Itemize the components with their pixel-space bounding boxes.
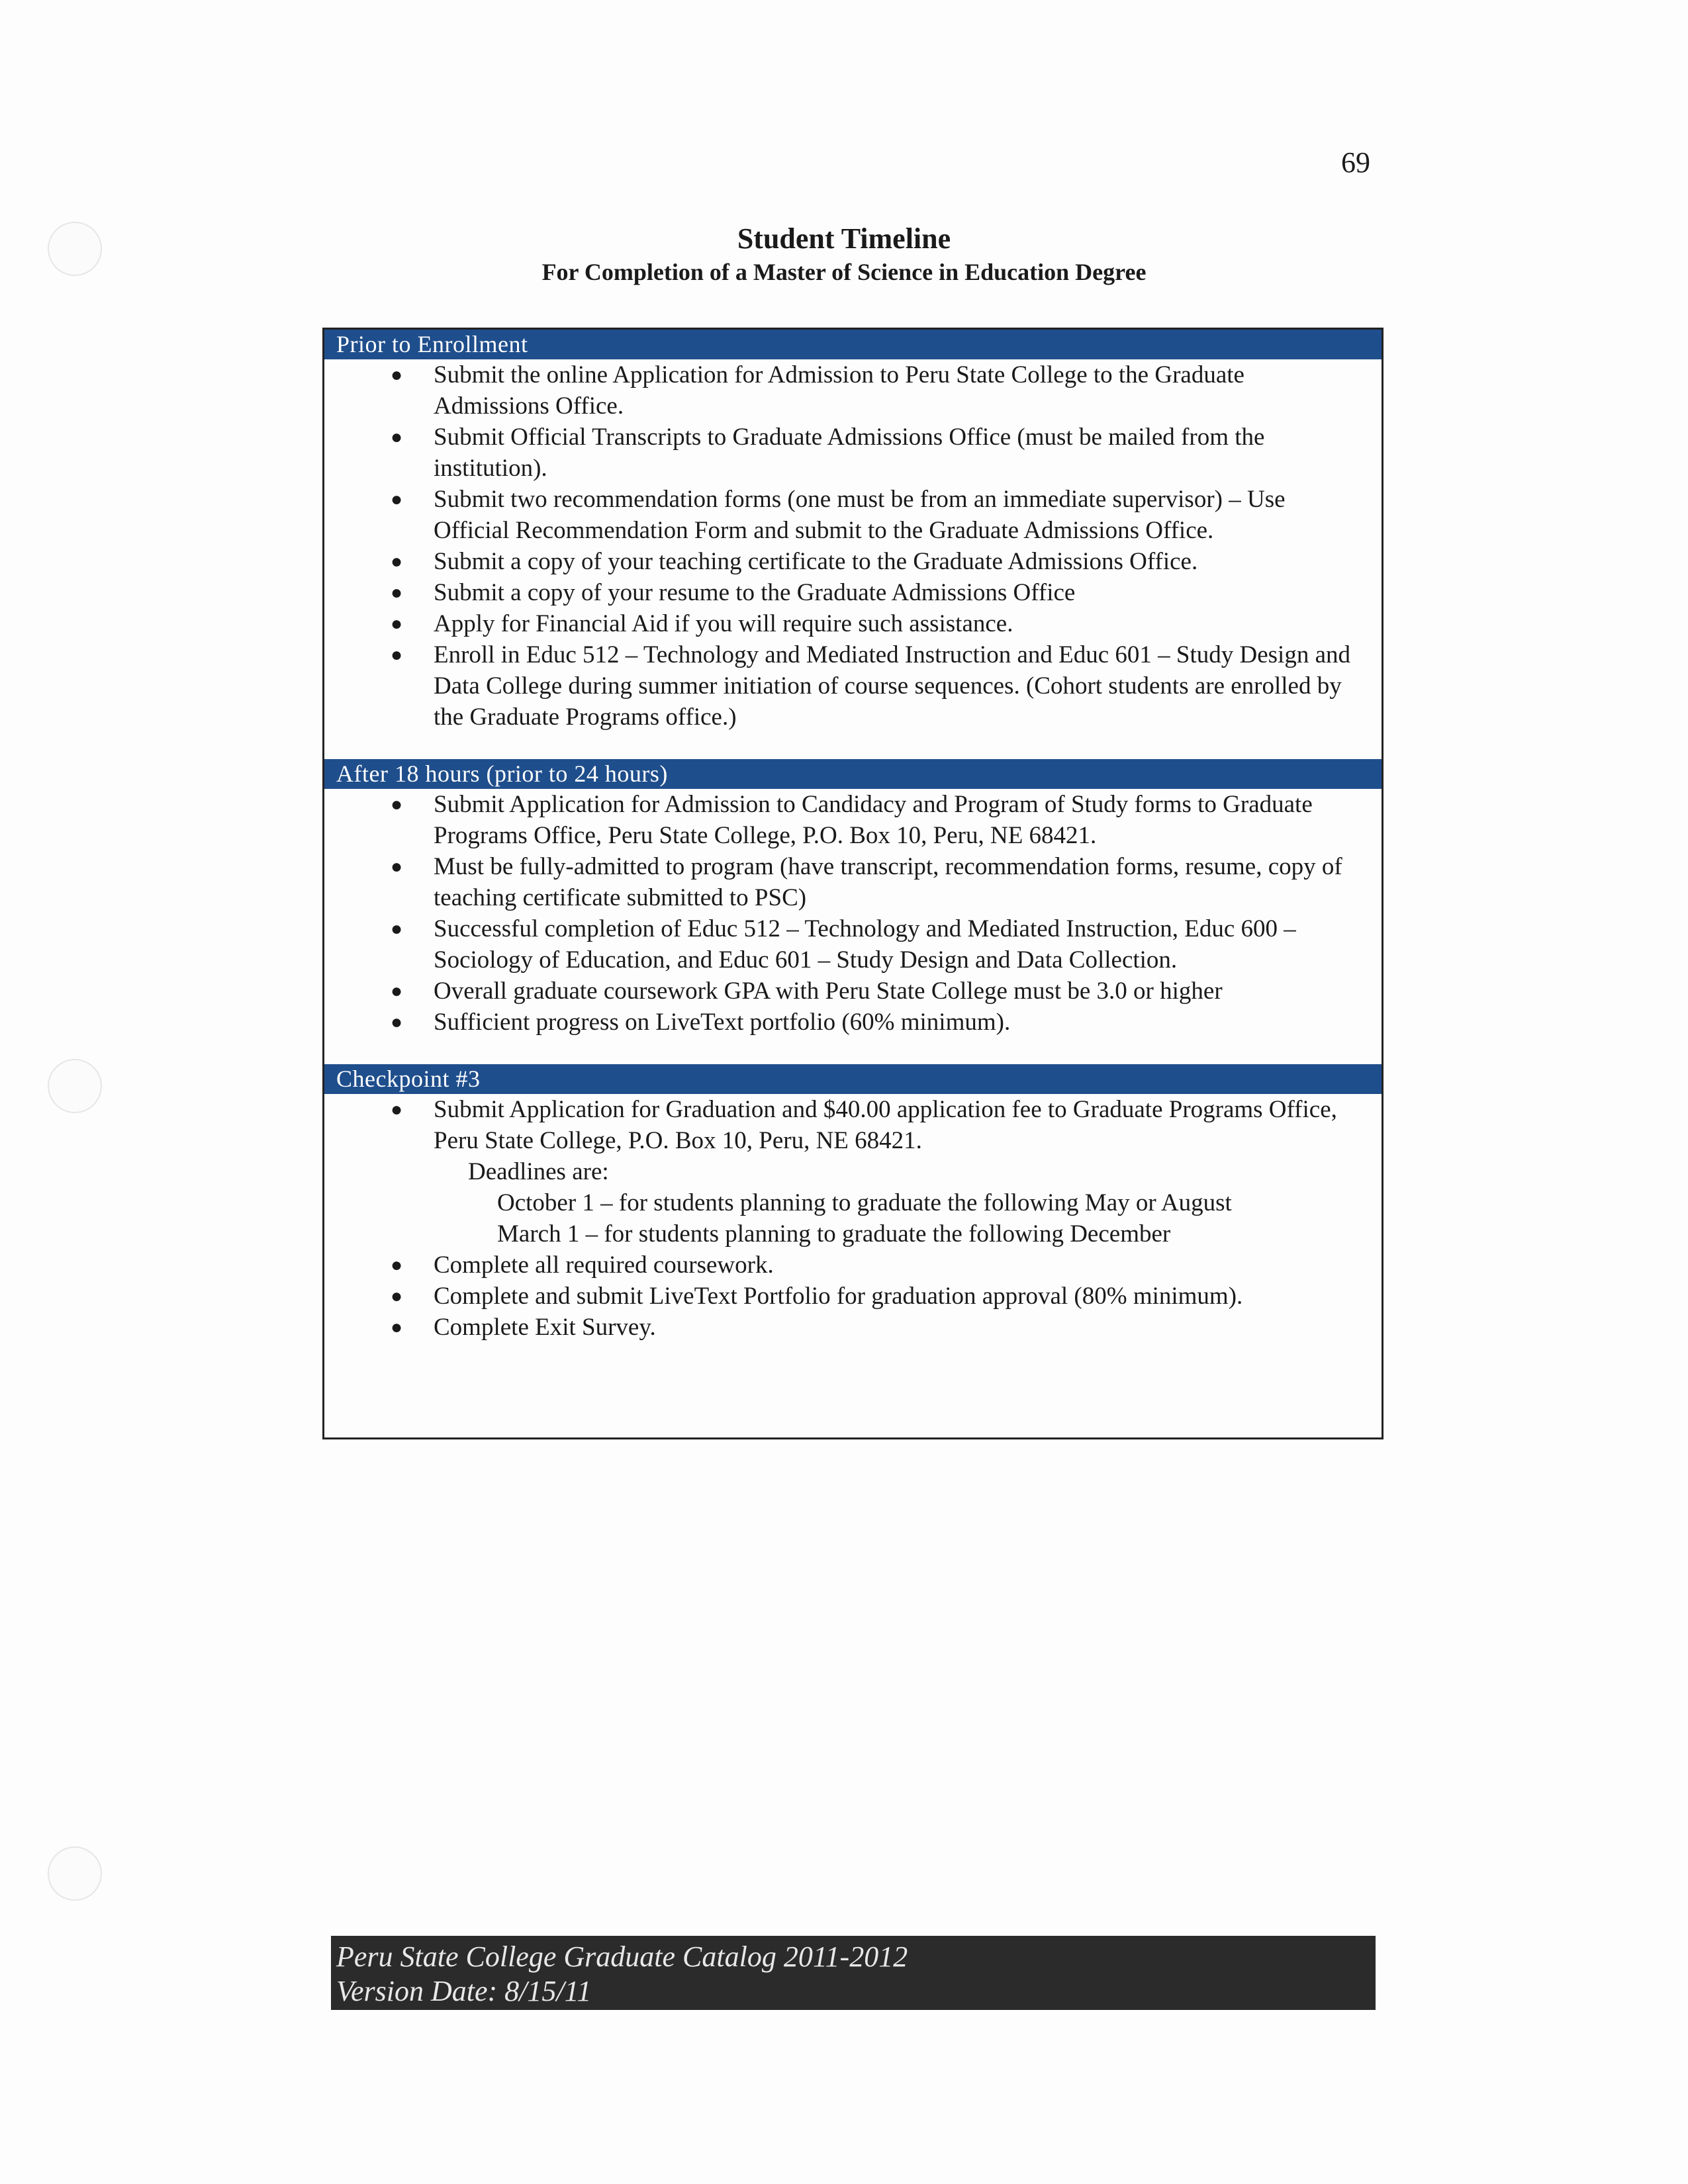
list-item: ● Must be fully-admitted to program (have transcript, recommendation forms, resume, copy of teaching certificate submitted to PSC) bbox=[324, 851, 1355, 913]
bullet-icon: ● bbox=[391, 426, 403, 448]
section-checkpoint-3 bbox=[324, 1064, 1382, 1369]
bullet-icon: ● bbox=[391, 980, 403, 1002]
document-subtitle: For Completion of a Master of Science in Education Degree bbox=[541, 259, 1147, 285]
deadline-item: March 1 – for students planning to graduate the following December bbox=[497, 1220, 1171, 1248]
list-item: ● Sufficient progress on LiveText portfolio (60% minimum). bbox=[324, 1007, 1355, 1038]
section-header: Checkpoint #3 bbox=[324, 1064, 1382, 1094]
section-list bbox=[324, 359, 1382, 759]
bullet-icon: ● bbox=[391, 794, 403, 815]
list-item: ● Complete Exit Survey. bbox=[324, 1312, 1355, 1343]
list-item: ● Enroll in Educ 512 – Technology and Mediated Instruction and Educ 601 – Study Design and Data College during summer initiation of course sequences. (Cohort students are enrolled by the Graduate Programs office.) bbox=[324, 639, 1355, 733]
page-number: 69 bbox=[1341, 146, 1370, 179]
bullet-icon: ● bbox=[391, 364, 403, 386]
deadlines-label: Deadlines are: bbox=[468, 1158, 609, 1185]
bullet-icon: ● bbox=[391, 918, 403, 940]
list-item: ● Submit two recommendation forms (one must be from an immediate supervisor) – Use Official Recommendation Form and submit to the Graduate Admissions Office. bbox=[324, 484, 1355, 546]
deadline-item: October 1 – for students planning to graduate the following May or August bbox=[497, 1189, 1232, 1216]
section-header: Prior to Enrollment bbox=[324, 330, 1382, 359]
footer-catalog-title: Peru State College Graduate Catalog 2011-2012 bbox=[336, 1940, 908, 1973]
punch-hole-middle bbox=[48, 1059, 102, 1113]
section-list bbox=[324, 1094, 1382, 1369]
timeline-box bbox=[322, 328, 1383, 1439]
bullet-icon: ● bbox=[391, 1285, 403, 1307]
section-list bbox=[324, 789, 1382, 1064]
list-item: ● Complete and submit LiveText Portfolio for graduation approval (80% minimum). bbox=[324, 1281, 1355, 1312]
section-header: After 18 hours (prior to 24 hours) bbox=[324, 759, 1382, 789]
list-item: ● Submit Official Transcripts to Graduate Admissions Office (must be mailed from the institution). bbox=[324, 422, 1355, 484]
list-item: ● Submit a copy of your resume to the Graduate Admissions Office bbox=[324, 577, 1355, 608]
bullet-icon: ● bbox=[391, 1254, 403, 1276]
list-item: ● Overall graduate coursework GPA with Peru State College must be 3.0 or higher bbox=[324, 976, 1355, 1007]
list-item: ● Submit the online Application for Admission to Peru State College to the Graduate Admissions Office. bbox=[324, 359, 1355, 422]
list-item: ● Successful completion of Educ 512 – Technology and Mediated Instruction, Educ 600 – Sociology of Education, and Educ 601 – Study Design and Data Collection. bbox=[324, 913, 1355, 976]
section-prior-to-enrollment bbox=[324, 330, 1382, 759]
list-item: ● Apply for Financial Aid if you will require such assistance. bbox=[324, 608, 1355, 639]
list-item: ● Submit Application for Graduation and $40.00 application fee to Graduate Programs Office, Peru State College, P.O. Box 10, Peru, NE 68421. Deadlines are: October 1 – for students planning to graduate the following May or August March 1 – for students planning to graduate the following December bbox=[324, 1094, 1355, 1250]
bullet-icon: ● bbox=[391, 1316, 403, 1338]
section-after-18-hours bbox=[324, 759, 1382, 1064]
bullet-icon: ● bbox=[391, 1099, 403, 1120]
catalog-footer bbox=[331, 1936, 1376, 2010]
footer-version-date: Version Date: 8/15/11 bbox=[336, 1975, 592, 2007]
list-item: ● Complete all required coursework. bbox=[324, 1250, 1355, 1281]
bullet-icon: ● bbox=[391, 551, 403, 572]
bullet-icon: ● bbox=[391, 1011, 403, 1033]
list-item: ● Submit a copy of your teaching certificate to the Graduate Admissions Office. bbox=[324, 546, 1355, 577]
bullet-icon: ● bbox=[391, 856, 403, 878]
document-title: Student Timeline bbox=[737, 222, 951, 255]
bullet-icon: ● bbox=[391, 582, 403, 604]
bullet-icon: ● bbox=[391, 644, 403, 666]
punch-hole-bottom bbox=[48, 1846, 102, 1901]
bullet-icon: ● bbox=[391, 488, 403, 510]
list-item: ● Submit Application for Admission to Candidacy and Program of Study forms to Graduate Programs Office, Peru State College, P.O. Box 10, Peru, NE 68421. bbox=[324, 789, 1355, 851]
bullet-icon: ● bbox=[391, 613, 403, 635]
